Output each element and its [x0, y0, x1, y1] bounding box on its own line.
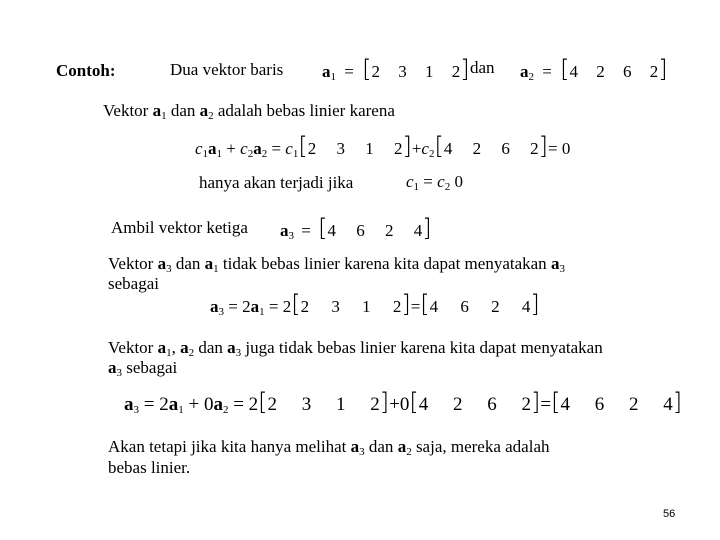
a3-definition: $a_3 = [4$ 6 2 4] — [280, 214, 432, 242]
a3-as-combination-equation: $a_3 = 2a_1 + 0a_2 = 2[2$ 3 1 2]+0[4 2 6 2]=[4 6 2 4] — [124, 388, 683, 416]
and-text: dan — [470, 58, 495, 77]
combination-equation: $c_1a_1 + c_2a_2 = c_1[2$ 3 1 $2]+c_2[4$ 2 6 2]= 0 — [195, 132, 571, 160]
page-number: 56 — [663, 508, 676, 520]
statement-dependent-cont: sebagai — [108, 274, 159, 293]
only-if-text: hanya akan terjadi jika — [199, 173, 354, 192]
example-label: Contoh: — [56, 61, 116, 80]
a3-as-2a1-equation: $a_3 = 2a_1 = 2[2$ 3 1 2]=[4 6 2 4] — [210, 290, 540, 318]
condition-equation: $c_1 = c_2$ 0 — [406, 172, 463, 193]
a2-definition: $a_2 = [4$ 2 6 2] — [520, 55, 668, 83]
third-vector-text: Ambil vektor ketiga — [111, 218, 248, 237]
closing-statement-cont: bebas linier. — [108, 458, 191, 477]
statement-dependent-all-cont: $a_3$ sebagai — [108, 358, 178, 379]
statement-dependent-a3-a1: Vektor $a_3$ dan $a_1$ tidak bebas linier karena kita dapat menyatakan $a_3$ — [108, 254, 565, 275]
intro-text: Dua vektor baris — [170, 60, 284, 79]
statement-dependent-all: Vektor $a_1$, $a_2$ dan $a_3$ juga tidak bebas linier karena kita dapat menyatakan — [108, 338, 603, 359]
closing-statement: Akan tetapi jika kita hanya melihat $a_3$ dan $a_2$ saja, mereka adalah — [108, 437, 550, 458]
statement-independent: Vektor $a_1$ dan $a_2$ adalah bebas linier karena — [103, 101, 395, 122]
a1-definition: $a_1 = [2$ 3 1 2] — [322, 55, 470, 83]
